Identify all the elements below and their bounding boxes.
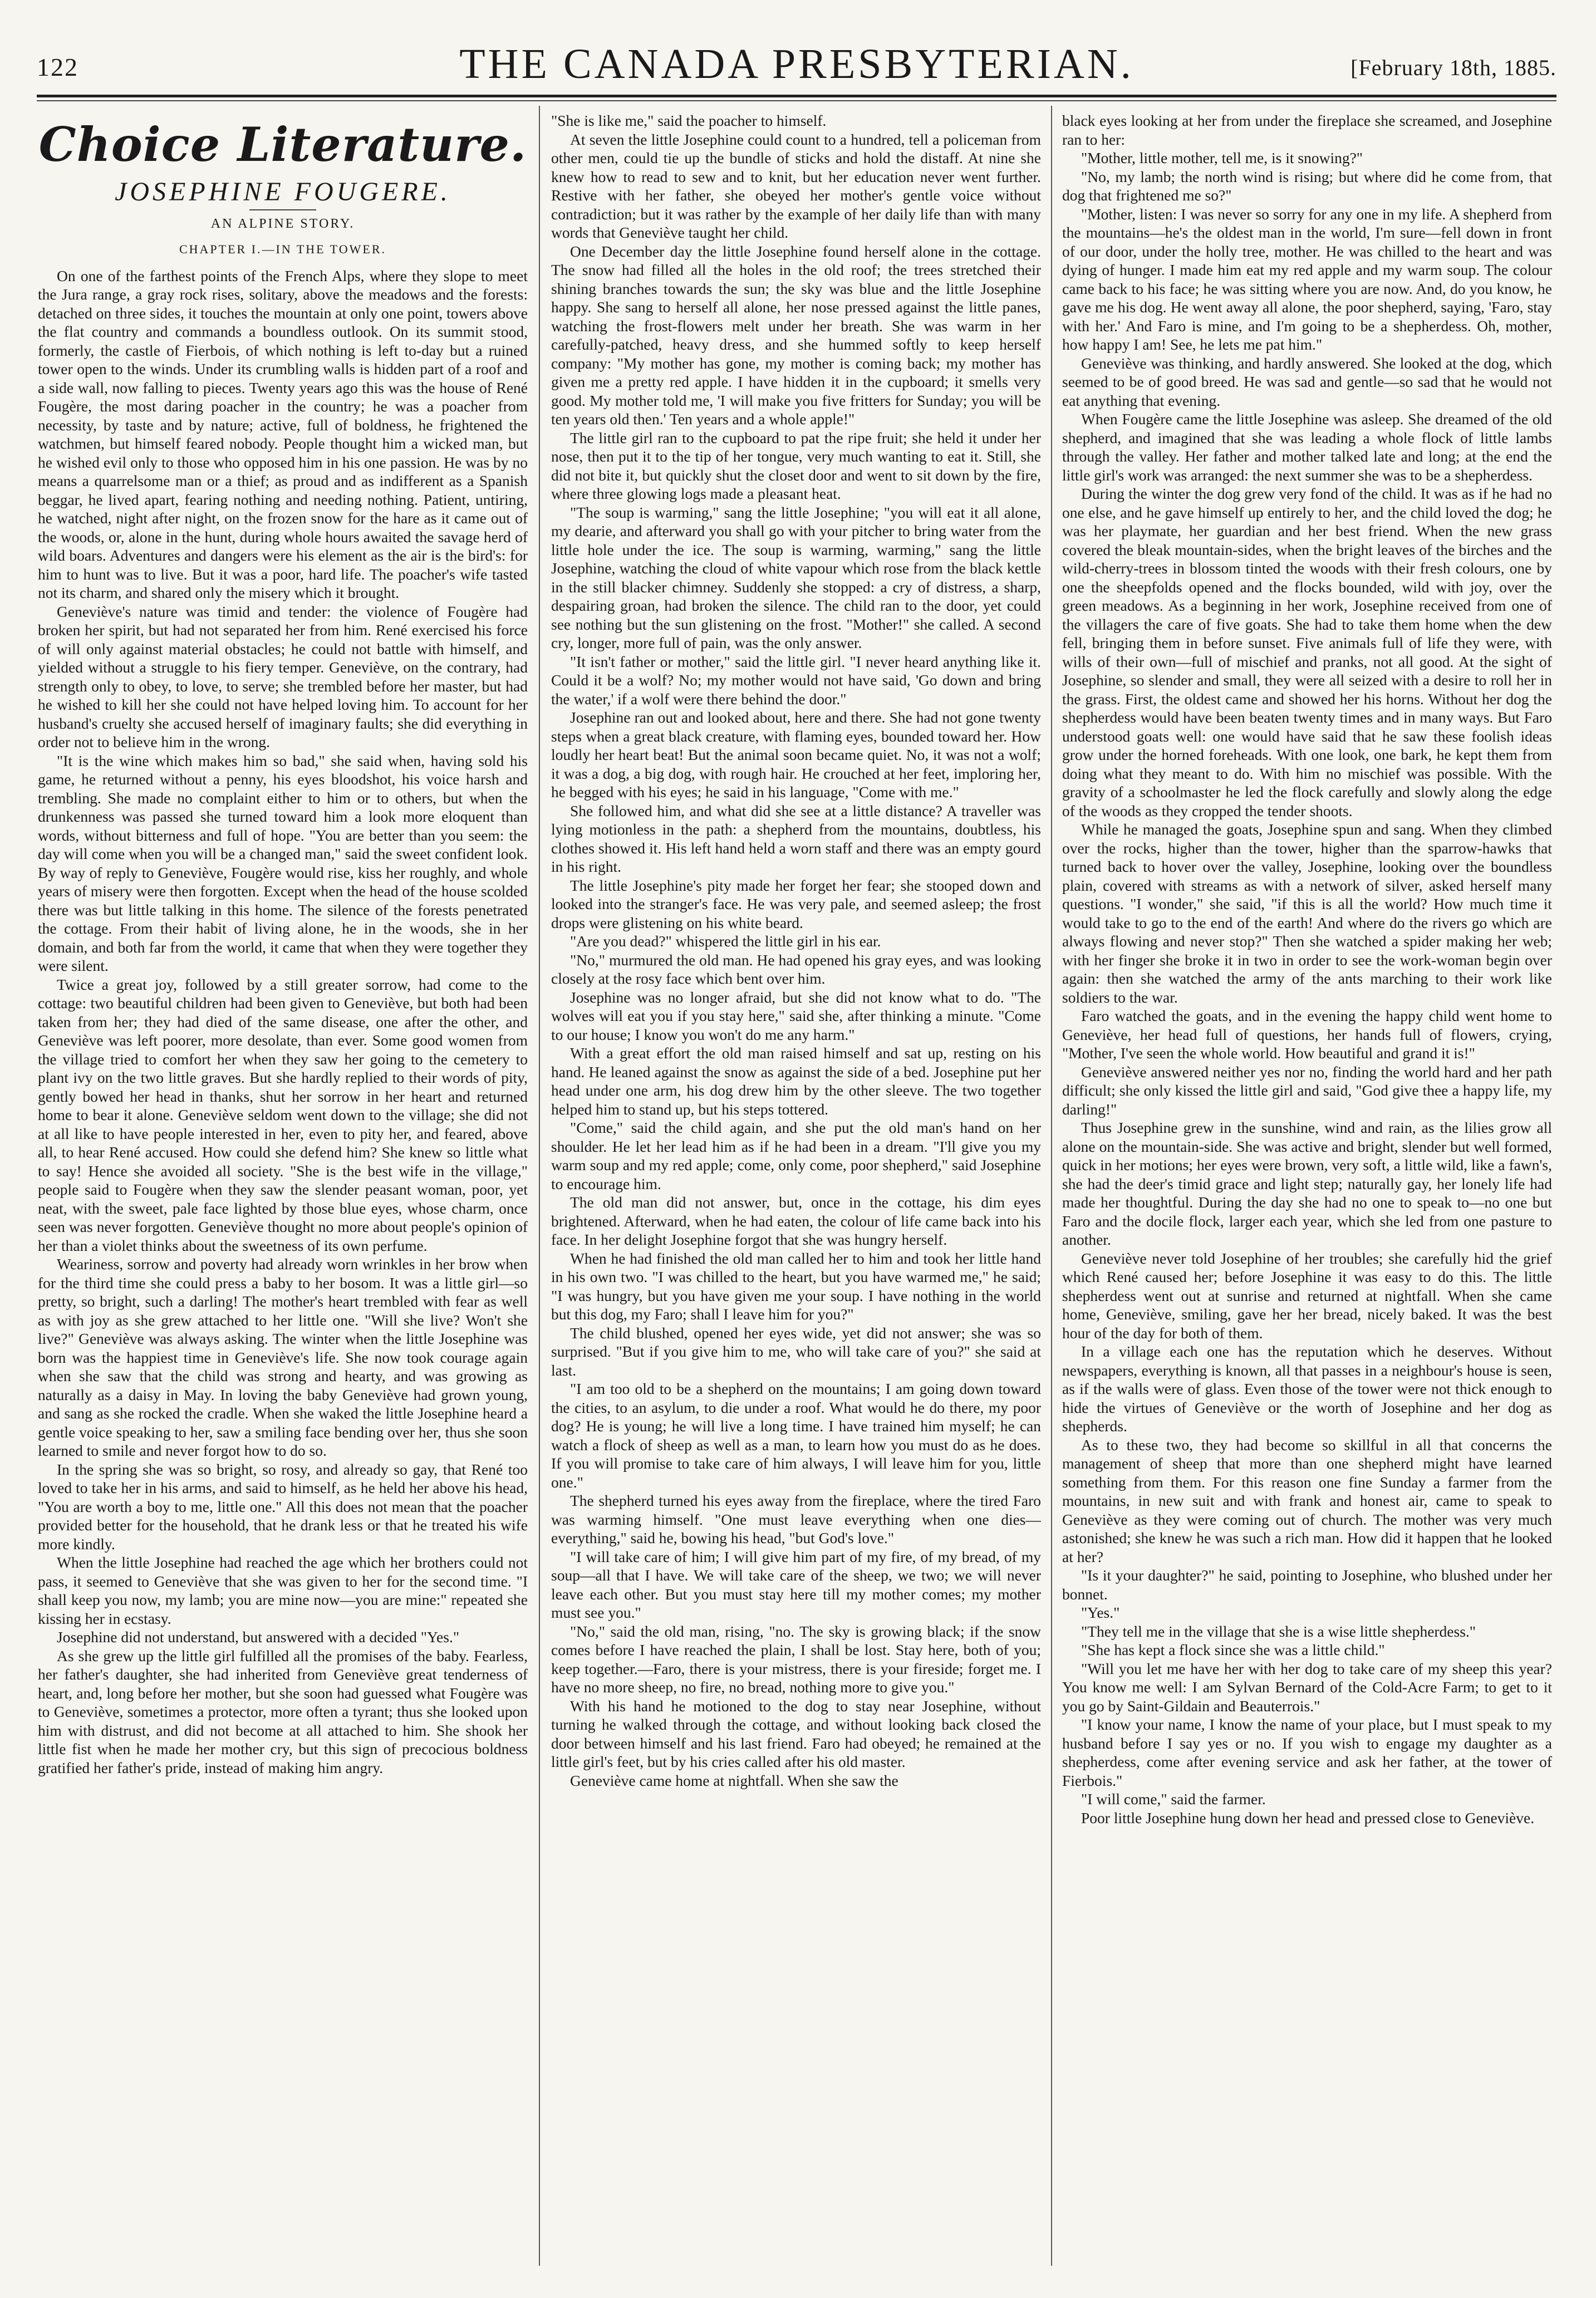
paragraph: "I will come," said the farmer. (1081, 1790, 1266, 1808)
paragraph: The old man did not answer, but, once in the cottage, his dim eyes brightened. Afterward, when he had eaten, the colour of life came back into his face. In her delight Josephine forgot that she was hungry herself. (551, 1194, 1041, 1248)
issue-date: [February 18th, 1885. (1351, 55, 1556, 80)
chapter-heading: CHAPTER I.—IN THE TOWER. (179, 242, 387, 256)
paragraph: Josephine was no longer afraid, but she did not know what to do. "The wolves will eat you if you stay here," said she, after thinking a minute. "Come to our house; I know you won't do me any harm." (551, 988, 1041, 1043)
paragraph: Geneviève came home at nightfall. When she saw the (570, 1771, 898, 1789)
column-body (551, 111, 1041, 1790)
paragraph: Twice a great joy, followed by a still greater sorrow, had come to the cottage: two beautiful children had been given to Geneviève, but both had been taken from her; they had died of the same disease, one after the other, and Geneviève was left poorer, more desolate, than ever. Some good women from the village tried to comfort her when they saw her going to the cemetery to plant ivy on the two little graves. But she hardly replied to their words of pity, gently bowed her head in thanks, shut her sorrow in her heart and returned home to bear it alone. Geneviève seldom went down to the village; she did not at all like to have people interested in her, even to pity her, and feared, above all, to hear René accused. How could she defend him? She knew so little what to say! Hence she avoided all society. "She is the best wife in the village," people said to Fougère when they saw the slender peasant woman, poor, yet neat, with the sweet, pale face lighted by those blue eyes, whose charm, once seen was never forgotten. Geneviève thought no more about people's opinion of her than a violet thinks about the sweetness of its own perfume. (38, 975, 528, 1254)
column-3 (1062, 111, 1552, 2277)
paragraph: Poor little Josephine hung down her head and pressed close to Geneviève. (1081, 1809, 1535, 1826)
paragraph: Thus Josephine grew in the sunshine, wind and rain, as the lilies grow all alone on the mountain-side. She was active and bright, slender but well formed, quick in her motions; her eyes were brown, very soft, a little wild, like a fawn's, she had the deer's timid grace and light step; naturally gay, her lonely life had made her thoughtful. During the day she had no one to speak to—no one but Faro and the docile flock, larger each year, which she led from one pasture to another. (1062, 1119, 1552, 1248)
paragraph: "I will take care of him; I will give him part of my fire, of my bread, of my soup—all that I have. We will take care of the sheep, we two; we will never leave each other. But you must stay here till my mother comes; my mother must see you." (551, 1548, 1041, 1621)
paragraph: black eyes looking at her from under the fireplace she screamed, and Josephine ran to her: (1062, 112, 1552, 148)
paragraph: "The soup is warming," sang the little Josephine; "you will eat it all alone, my dearie, and afterward you shall go with your pitcher to bring water from the little hole under the ice. The soup is warming, warming," sang the little Josephine, watching the cloud of white vapour which rose from the black kettle in the still blacker chimney. Suddenly she stopped: a cry of distress, a sharp, despairing groan, had broken the silence. The child ran to the door, yet could see nothing but the sun glistening on the frost. "Mother!" she called. A second cry, longer, more full of pain, was the only answer. (551, 503, 1041, 651)
paragraph: When the little Josephine had reached the age which her brothers could not pass, it seemed to Geneviève that she was given to her for the second time. "I shall keep you now, my lamb; you are mine now—you are mine:" repeated she kissing her in ecstasy. (38, 1554, 528, 1627)
header-rule-thin (37, 100, 1556, 101)
paragraph: "Will you let me have her with her dog to take care of my sheep this year? You know me well: I am Sylvan Bernard of the Cold-Acre Farm; to get to it you go by Saint-Gildain and Beauterrois." (1062, 1659, 1552, 1715)
column-body (38, 267, 528, 1777)
paragraph: The little girl ran to the cupboard to pat the ripe fruit; she held it under her nose, then put it to the tip of her tongue, very much wanting to eat it. Still, she did not bite it, but quickly shut the closet door and went to sit down by the fire, where three glowing logs made a pleasant heat. (551, 429, 1041, 502)
paragraph: In the spring she was so bright, so rosy, and already so gay, that René too loved to take her in his arms, and said to himself, as he held her above his head, "You are worth a boy to me, little one." All this does not mean that the poacher provided better for the household, that he drank less or that he treated his wife more kindly. (38, 1460, 528, 1553)
header-rule (37, 95, 1556, 97)
paragraph: The little Josephine's pity made her forget her fear; she stooped down and looked into the stranger's face. He was very pale, and seemed asleep; the frost drops were glistening on his white beard. (551, 876, 1041, 931)
paragraph: While he managed the goats, Josephine spun and sang. When they climbed over the rocks, higher than the tower, higher than the sparrow-hawks that turned back to hover over the valley, Josephine, looking over the boundless plain, covered with streams as with a network of silver, asked herself many questions. "I wonder," she said, "if this is all the world? How much time it would take to go to the end of the earth! And where do the rivers go which are always flowing and never stop?" Then she watched a spider making her web; with her finger she broke it in two in order to see the work-woman begin over again: then she watched the army of the ants marching to their work like soldiers to the war. (1062, 821, 1552, 1006)
section-title: Choice Literature. (38, 117, 527, 172)
paragraph: "It isn't father or mother," said the little girl. "I never heard anything like it. Could it be a wolf? No; my mother would not have said, 'Go down and bring the water,' if a wolf were there behind the door." (551, 652, 1041, 708)
paragraph: On one of the farthest points of the French Alps, where they slope to meet the Jura range, a gray rock rises, solitary, above the meadows and the forests: detached on three sides, it touches the mountain at only one point, towers above the flat country and commands a boundless outlook. On its summit stood, formerly, the castle of Fierbois, of which nothing is left to-day but a ruined tower open to the winds. Under its crumbling walls is hidden part of a roof and a side wall, now falling to pieces. Twenty years ago this was the house of René Fougère, the most daring poacher in the country; he was a poacher from necessity, by taste and by nature; active, full of boldness, he frightened the watchmen, but himself feared nobody. People thought him a wicked man, but he wished evil only to those who opposed him in his one passion. He was by no means a quarrelsome man or a thief; as proud and as indifferent as a Spanish beggar, he lived apart, fearing nothing and needing nothing. Patient, untiring, he watched, night after night, on the frozen snow for the hare as it came out of the woods, or, alone in the hunt, during whole hours awaited the savage herd of wild boars. Adventures and dangers were his element as the air is the bird's: for him to hunt was to live. But it was a poor, hard life. The poacher's wife tasted not its charm, and shared only the misery which it brought. (38, 267, 528, 601)
paragraph: In a village each one has the reputation which he deserves. Without newspapers, everything is known, all that passes in a neighbour's house is seen, as if the walls were of glass. Even those of the tower were not thick enough to hide the virtues of Geneviève or the worth of Josephine and her dog as shepherds. (1062, 1343, 1552, 1435)
paragraph: "Yes." (1081, 1604, 1120, 1621)
paragraph: The shepherd turned his eyes away from the fireplace, where the tired Faro was warming himself. "One must leave everything when one dies—everything," said he, bowing his head, "but God's love." (551, 1492, 1041, 1546)
paragraph: Geneviève was thinking, and hardly answered. She looked at the dog, which seemed to be of good breed. He was sad and gentle—so sad that he would not eat anything that evening. (1062, 354, 1552, 409)
page-number: 122 (37, 53, 78, 81)
paragraph: "I know your name, I know the name of your place, but I must speak to my husband before I say yes or no. If you wish to engage my daughter as a shepherdess, come after evening service and ask her father, at the tower of Fierbois." (1062, 1716, 1552, 1789)
paragraph: During the winter the dog grew very fond of the child. It was as if he had no one else, and he gave himself up entirely to her, and the child loved the dog; he was her playmate, her guardian and her best friend. When the new grass covered the bleak mountain-sides, when the bright leaves of the birches and the wild-cherry-trees in blossom tinted the woods with their fresh colours, one by one the sheepfolds opened and the flocks bounded, wild with joy, over the green meadows. As a beginning in her work, Josephine received from one of the villagers the care of five goats. She had to take them home when the dew fell, bringing them in before sunset. Five animals full of life they were, with wills of their own—full of mischief and pranks, not all good. At the sight of Josephine, so slender and small, they were all seized with a desire to roll her in the grass. First, the oldest came and showed her his horns. Without her dog the shepherdess would have been beaten twenty times and in many ways. But Faro understood goats well: one would have said that he saw these foolish ideas grow under the horned foreheads. With one look, one bark, he kept them from doing what they meant to do. With him no mischief was possible. With the gravity of a schoolmaster he led the flock carefully and slowly along the edge of the woods as they cropped the tender shoots. (1062, 485, 1552, 819)
paragraph: When Fougère came the little Josephine was asleep. She dreamed of the old shepherd, and imagined that she was leading a whole flock of little lambs through the valley. Her father and mother talked late and long; at the end the little girl's work was arranged: the next summer she was to be a shepherdess. (1062, 410, 1552, 484)
paragraph: "Mother, listen: I was never so sorry for any one in my life. A shepherd from the mountains—he's the oldest man in the world, I'm sure—fell down in front of our door, under the holly tree, mother. He was chilled to the heart and was dying of hunger. I made him eat my red apple and my warm soup. The colour came back to his face; he was sitting where you are now. And, do you know, he gave me his dog. He went away all alone, the poor shepherd, saying, 'Faro, stay with her.' And Faro is mine, and I'm going to be a shepherdess. Oh, mother, how happy I am! See, he lets me pat him." (1062, 205, 1552, 353)
paragraph: Weariness, sorrow and poverty had already worn wrinkles in her brow when for the third time she could press a baby to her bosom. It was a little girl—so pretty, so bright, such a darling! The mother's heart trembled with fear as well as with joy as she grew attached to her little one. "Will she live? Won't she live?" Geneviève was always asking. The winter when the little Josephine was born was the happiest time in Geneviève's life. She now took courage again when she saw that the child was strong and hearty, and was growing as naturally as a daisy in May. In loving the baby Geneviève had grown young, and sang as she rocked the cradle. When she waked the little Josephine heard a gentle voice speaking to her, saw a smiling face bending over her, thus she soon learned to smile and never forgot how to do so. (38, 1255, 528, 1459)
paragraph: One December day the little Josephine found herself alone in the cottage. The snow had filled all the holes in the old roof; the trees stretched their shining branches towards the sun; the sky was blue and the little Josephine happy. She sang to herself all alone, her nose pressed against the little panes, watching the frost-flowers melt under her breath. She was warm in her carefully-patched, heavy dress, and she hummed softly to keep herself company: "My mother has gone, my mother is coming back; my mother has given me a pretty red apple. I have hidden it in the cupboard; it smells very good. My mother told me, 'I will make you five fritters for Sunday; you will be ten years old then.' Ten years and a whole apple!" (551, 242, 1041, 428)
column-body (1062, 111, 1552, 1827)
paragraph: Josephine ran out and looked about, here and there. She had not gone twenty steps when a great black creature, with flaming eyes, bounded toward her. How loudly her heart beat! But the animal soon became quiet. No, it was not a wolf; it was a dog, a big dog, with rough hair. He crouched at her feet, imploring her, he begged with his eyes; he said in his language, "Come with me." (551, 709, 1041, 801)
paragraph: "I am too old to be a shepherd on the mountains; I am going down toward the cities, to an asylum, to die under a roof. What would he do there, my poor dog? He is young; he will live a long time. I have trained him myself; he can watch a flock of sheep as well as a man, to learn how you must do as he does. If you will promise to take care of him always, I will leave him for you, little one." (551, 1380, 1041, 1491)
column-2 (551, 111, 1041, 2277)
page-header (37, 40, 1556, 91)
paragraph: Geneviève never told Josephine of her troubles; she carefully hid the grief which René caused her; before Josephine it was easy to do this. The little shepherdess went out at sunrise and returned at nightfall. When she came home, Geneviève, smiling, gave her her bread, nicely baked. It was the best hour of the day for both of them. (1062, 1249, 1552, 1342)
paragraph: With his hand he motioned to the dog to stay near Josephine, without turning he walked through the cottage, and without looking back closed the door between himself and his last friend. Faro had obeyed; he remained at the little girl's feet, but by his cries called after his old master. (551, 1697, 1041, 1770)
column-divider (1051, 106, 1052, 2266)
story-title: JOSEPHINE FOUGERE. (115, 177, 451, 207)
paragraph: "Are you dead?" whispered the little girl in his ear. (570, 932, 881, 950)
paragraph: "Mother, little mother, tell me, is it snowing?" (1081, 149, 1363, 166)
paragraph: Josephine did not understand, but answered with a decided "Yes." (57, 1628, 460, 1646)
story-subtitle: AN ALPINE STORY. (210, 216, 355, 231)
paragraph: With a great effort the old man raised himself and sat up, resting on his hand. He leaned against the snow as against the side of a bed. Josephine put her head under one arm, his dog drew him by the other sleeve. The two together helped him to stand up, but his steps tottered. (551, 1044, 1041, 1118)
paragraph: Geneviève's nature was timid and tender: the violence of Fougère had broken her spirit, but had not separated her from him. René exercised his force of will only against material obstacles; he could not battle with himself, and yielded without a struggle to his fiery temper. Geneviève, on the contrary, had strength only to obey, to love, to serve; she trembled before her master, but had he wished to kill her she could not have helped loving him. To account for her husband's cruelty she accused herself of imaginary faults; she did everything in order not to believe him in the wrong. (38, 602, 528, 750)
publication-title: THE CANADA PRESBYTERIAN. (459, 41, 1134, 87)
paragraph: At seven the little Josephine could count to a hundred, tell a policeman from other men, could tie up the bundle of sticks and hold the distaff. At nine she knew how to read to sew and to knit, but her education never went further. Restive with her father, she obeyed her mother's gentle voice without contradiction; but it was rather by the example of her daily life than with many words that Geneviève taught her child. (551, 130, 1041, 241)
paragraph: "Come," said the child again, and she put the old man's hand on her shoulder. He let her lead him as if he had been in a dream. "I'll give you my warm soup and my red apple; come, only come, poor shepherd," said Josephine to encourage him. (551, 1119, 1041, 1192)
paragraph: As to these two, they had become so skillful in all that concerns the management of sheep that more than one shepherd might have learned something from them. For this reason one fine Sunday a farmer from the mountains, in new suit and with frank and honest air, came to speak to Geneviève as they were coming out of church. The mother was very much astonished; she knew he was such a rich man. How did it happen that he looked at her? (1062, 1436, 1552, 1565)
paragraph: The child blushed, opened her eyes wide, yet did not answer; she was so surprised. "But if you give him to me, who will take care of you?" she said at last. (551, 1324, 1041, 1379)
title-rule (249, 209, 316, 210)
paragraph: "They tell me in the village that she is a wise little shepherdess." (1081, 1622, 1476, 1640)
paragraph: "She is like me," said the poacher to himself. (551, 112, 827, 129)
paragraph: Faro watched the goats, and in the evening the happy child went home to Geneviève, her head full of questions, her hands full of flowers, crying, "Mother, I've seen the whole world. How beautiful and grand it is!" (1062, 1007, 1552, 1062)
paragraph: "No," said the old man, rising, "no. The sky is growing black; if the snow comes before I have reached the plain, I shall be lost. Stay here, both of you; keep together.—Faro, there is your mistress, there is your fireside; forget me. I have no more sheep, no fire, no bread, nothing more to give you." (551, 1622, 1041, 1696)
paragraph: "It is the wine which makes him so bad," she said when, having sold his game, he returned without a penny, his eyes bloodshot, his voice harsh and trembling. She made no complaint either to him or to others, but when the drunkenness was passed she turned toward him a look more eloquent than words, without bitterness and full of hope. "You are better than you seem: the day will come when you will be a changed man," said the sweet confident look. By way of reply to Geneviève, Fougère would rise, kiss her roughly, and whole years of misery were then forgotten. Except when the head of the house scolded there was but little talking in this home. The silence of the forests penetrated the cottage. From their habit of living alone, he in the woods, she in her domain, and both far from the world, it came that when they were together they were silent. (38, 752, 528, 974)
paragraph: She followed him, and what did she see at a little distance? A traveller was lying motionless in the path: a shepherd from the mountains, doubtless, his clothes showed it. His left hand held a worn staff and there was an empty gourd in his right. (551, 802, 1041, 875)
paragraph: "No," murmured the old man. He had opened his gray eyes, and was looking closely at the rosy face which bent over him. (551, 951, 1041, 987)
column-1 (38, 111, 528, 2277)
paragraph: Geneviève answered neither yes nor no, finding the world hard and her path difficult; she only kissed the little girl and said, "God give thee a happy life, my darling!" (1062, 1063, 1552, 1118)
paragraph: "No, my lamb; the north wind is rising; but where did he come from, that dog that frightened me so?" (1062, 168, 1552, 204)
paragraph: "She has kept a flock since she was a little child." (1081, 1641, 1385, 1658)
paragraph: When he had finished the old man called her to him and took her little hand in his own two. "I was chilled to the heart, but you have warmed me," he said; "I was hungry, but you have given me your soup. I have nothing in the world but this dog, my Faro; shall I leave him for you?" (551, 1249, 1041, 1323)
column-divider (539, 106, 540, 2266)
paragraph: As she grew up the little girl fulfilled all the promises of the baby. Fearless, her father's daughter, she had inherited from Geneviève great tenderness of heart, and, long before her mother, but she soon had guessed what Fougère was to Geneviève, sometimes a protector, more often a tyrant; thus she looked upon him with distrust, and did not become at all attached to him. She shook her little fist when he made her mother cry, but this sign of precocious boldness gratified her father's pride, instead of making him angry. (38, 1647, 528, 1776)
paragraph: "Is it your daughter?" he said, pointing to Josephine, who blushed under her bonnet. (1062, 1567, 1552, 1603)
